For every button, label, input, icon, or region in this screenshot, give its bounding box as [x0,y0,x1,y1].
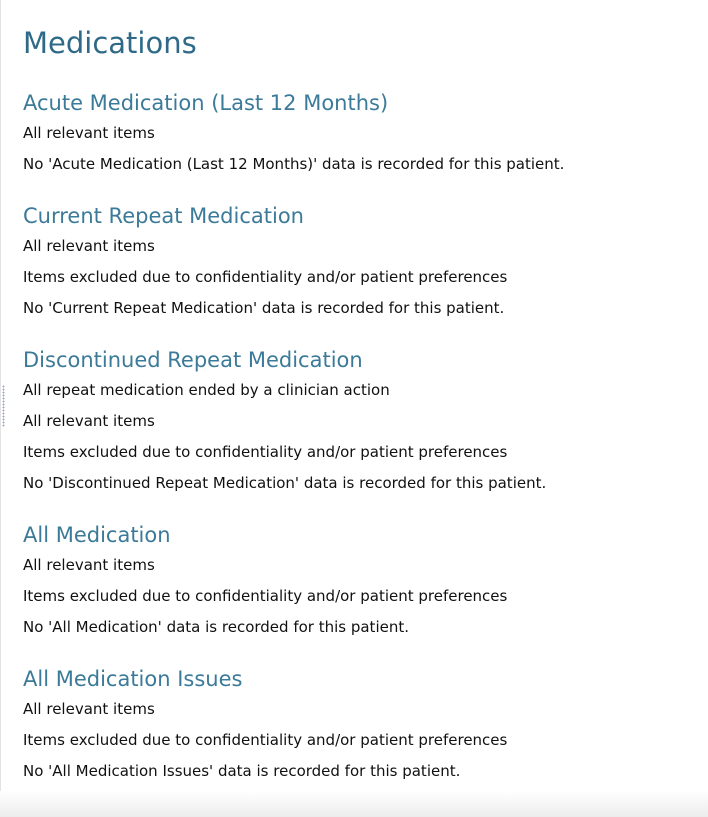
section-line: No 'Discontinued Repeat Medication' data is recorded for this patient. [23,474,547,492]
section-line: No 'Current Repeat Medication' data is recorded for this patient. [23,299,505,317]
section-line: All repeat medication ended by a clinician action [23,381,390,399]
section-line: Items excluded due to confidentiality and/or patient preferences [23,731,508,749]
section-title: Acute Medication (Last 12 Months) [23,91,389,115]
section-line: Items excluded due to confidentiality and/or patient preferences [23,443,508,461]
bottom-shadow [0,791,708,817]
section-line: Items excluded due to confidentiality and/or patient preferences [23,587,508,605]
section-line: No 'All Medication Issues' data is recorded for this patient. [23,762,461,780]
section-discontinued-repeat-medication [23,345,703,499]
section-line: All relevant items [23,412,155,430]
section-line: No 'All Medication' data is recorded for this patient. [23,618,409,636]
section-line: Items excluded due to confidentiality and/or patient preferences [23,268,508,286]
section-title: All Medication [23,523,171,547]
section-current-repeat-medication [23,201,703,324]
section-title: Discontinued Repeat Medication [23,348,363,372]
section-all-medication-issues [23,664,703,787]
section-line: All relevant items [23,124,155,142]
page-title: Medications [23,26,197,60]
section-line: All relevant items [23,700,155,718]
section-line: No 'Acute Medication (Last 12 Months)' data is recorded for this patient. [23,155,565,173]
left-panel-border [0,0,1,817]
section-title: Current Repeat Medication [23,204,304,228]
section-acute-medication [23,88,703,180]
section-line: All relevant items [23,237,155,255]
section-all-medication [23,520,703,643]
section-title: All Medication Issues [23,667,243,691]
resize-grip-icon[interactable] [2,385,5,427]
section-line: All relevant items [23,556,155,574]
